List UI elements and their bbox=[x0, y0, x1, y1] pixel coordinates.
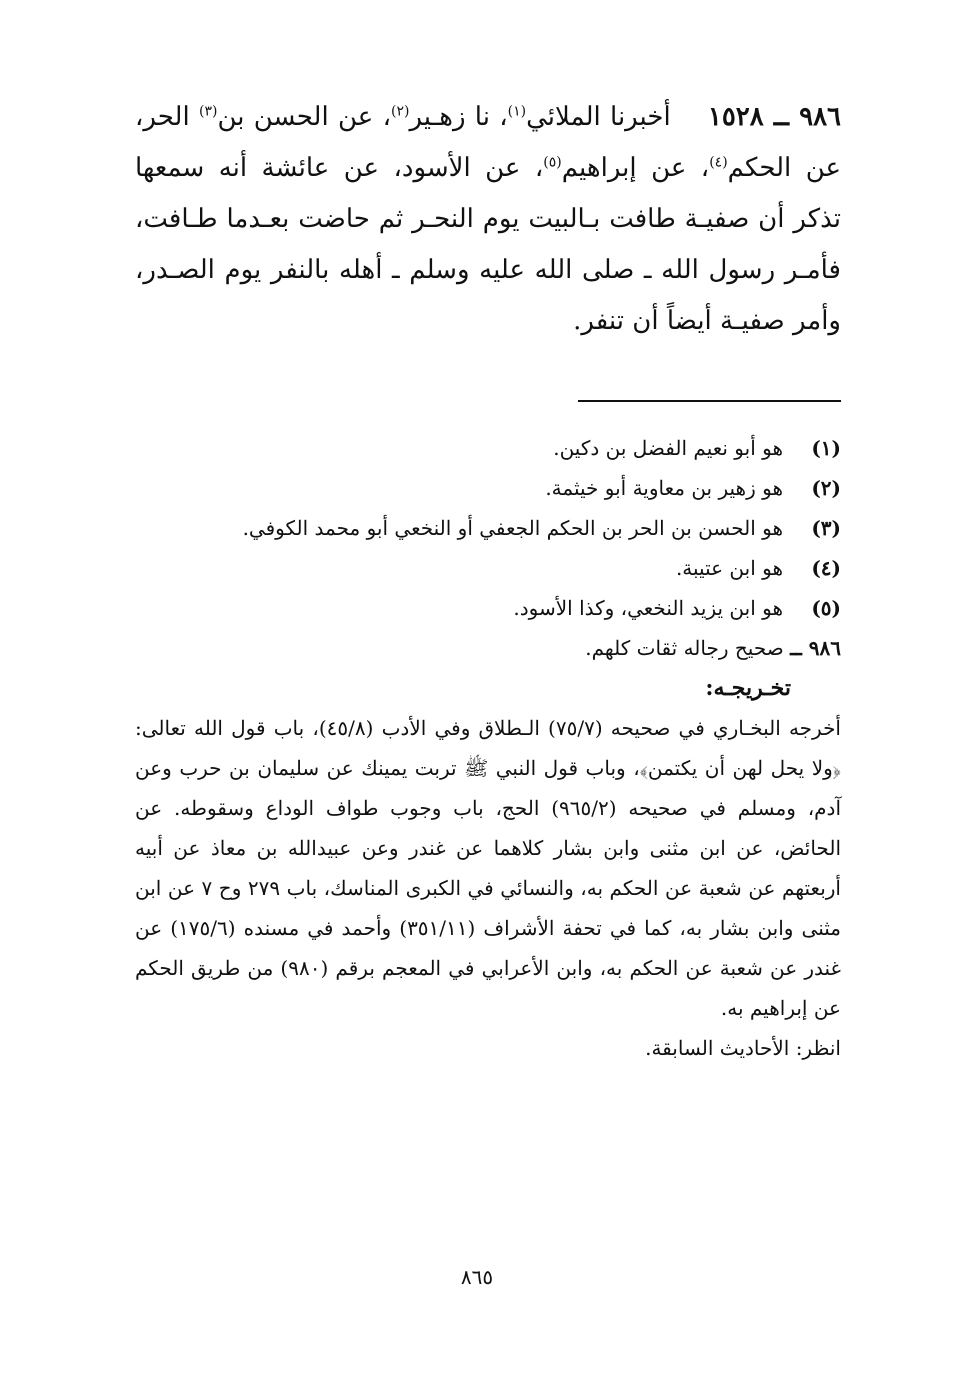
grade-text: صحيح رجاله ثقات كلهم. bbox=[585, 636, 791, 660]
footnote-text: هو ابن عتيبة. bbox=[675, 556, 783, 580]
hadith-segment: أخبرنا الملائي bbox=[526, 102, 671, 132]
footnote-number: (١) bbox=[811, 436, 841, 460]
footnote-ref: (٣) bbox=[198, 103, 218, 120]
hadith-number: ٩٨٦ ــ ١٥٢٨ bbox=[707, 102, 842, 132]
footnote-item bbox=[135, 548, 841, 588]
footnote-divider bbox=[578, 400, 841, 402]
takhrij-heading: تخـريجـه: bbox=[705, 675, 791, 701]
hadith-segment: ، عن الأسود، عن عائشة أنه سمعها تذكر أن صفيـة طافت بـالبيت يوم النحـر ثم حاضت بعـدما طـافت، فأمـر رسول الله ـ صلى الله عليه وسلم ـ أهله بالنفر يوم الصـدر، وأمر صفيـة أيضاً أن تنفر. bbox=[135, 153, 841, 336]
see-also: انظر: الأحاديث السابقة. bbox=[645, 1036, 841, 1060]
footnote-ref: (٤) bbox=[709, 154, 728, 171]
footnote-text: هو أبو نعيم الفضل بن دكين. bbox=[553, 436, 783, 460]
grade-number: ٩٨٦ ــ bbox=[790, 636, 841, 660]
footnote-item bbox=[135, 588, 841, 628]
footnote-ref: (٢) bbox=[390, 103, 410, 120]
footnote-number: (٣) bbox=[811, 516, 841, 540]
footnote-number: (٢) bbox=[811, 476, 841, 500]
hadith-segment: ، عن إبراهيم bbox=[561, 153, 710, 183]
footnote-text: هو زهير بن معاوية أبو خيثمة. bbox=[545, 476, 783, 500]
page-number: ٨٦٥ bbox=[460, 1265, 494, 1289]
hadith-segment: ، نا زهـير bbox=[409, 102, 508, 132]
footnote-text: هو ابن يزيد النخعي، وكذا الأسود. bbox=[513, 596, 783, 620]
footnote-ref: (١) bbox=[507, 103, 527, 120]
hadith-segment: ، عن الحسن بن bbox=[217, 102, 391, 132]
footnote-text: هو الحسن بن الحر بن الحكم الجعفي أو النخعي أبو محمد الكوفي. bbox=[242, 516, 783, 540]
hadith-grade bbox=[135, 628, 841, 668]
takhrij-text: أخرجه البخـاري في صحيحه (٧٥/٧) الـطلاق وفي الأدب (٤٥/٨)، باب قول الله تعالى: ﴿ولا يحل لهن أن يكتمن﴾، وباب قول النبي ﷺ تربت يمينك عن سليمان بن حرب وعن آدم، ومسلم في صحيحه (٩٦٥/٢) الحج، باب وجوب طواف الوداع وسقوطه. عن الحائض، عن ابن مثنى وابن بشار كلاهما عن غندر وعن عبيدالله بن معاذ عن أبيه أربعتهم عن شعبة عن الحكم به، والنسائي في الكبرى المناسك، باب ٢٧٩ وح ٧ عن ابن مثنى وابن بشار به، كما في تحفة الأشراف (٣٥١/١١) وأحمد في مسنده (١٧٥/٦) عن غندر عن شعبة عن الحكم به، وابن الأعرابي في المعجم برقم (٩٨٠) من طريق الحكم عن إبراهيم به. bbox=[135, 716, 842, 1020]
footnote-item bbox=[135, 468, 841, 508]
footnote-item bbox=[135, 508, 841, 548]
hadith-text bbox=[135, 92, 841, 347]
footnote-number: (٤) bbox=[811, 556, 841, 580]
footnote-ref: (٥) bbox=[543, 154, 562, 171]
footnotes bbox=[135, 428, 841, 1068]
footnote-number: (٥) bbox=[811, 596, 841, 620]
hadith-segment: الحر، عن الحكم bbox=[135, 102, 841, 183]
footnote-item bbox=[135, 428, 841, 468]
